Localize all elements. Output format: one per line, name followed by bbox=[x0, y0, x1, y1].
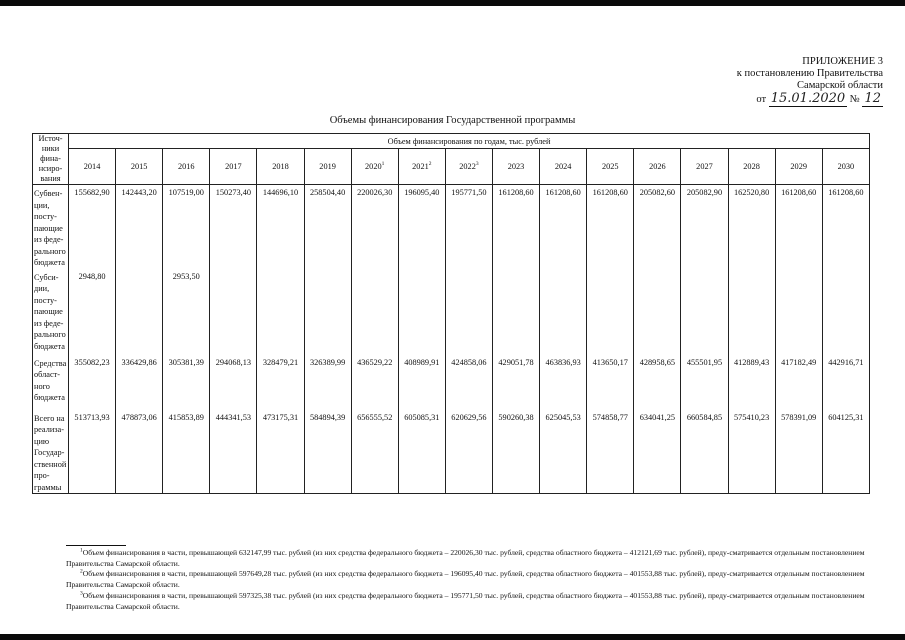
footnote bbox=[66, 548, 881, 569]
year-label: 2021 bbox=[412, 162, 429, 172]
value-cell: 413650,17 bbox=[587, 355, 634, 410]
value-cell: 473175,31 bbox=[257, 410, 304, 494]
footnote-text: Объем финансирования в части, превышающей 597325,38 тыс. рублей (из них средства федерального бюджета – 195771,50 тыс. рублей, средства областного бюджета – 401553,88 тыс. рублей), преду-сматривается отдельным постановлением Правительства Самарской области. bbox=[66, 590, 865, 611]
value-cell: 144696,10 bbox=[257, 185, 304, 269]
table-row bbox=[33, 185, 870, 269]
value-cell: 417182,49 bbox=[775, 355, 822, 410]
year-label: 2026 bbox=[649, 162, 666, 172]
handwritten-number: 12 bbox=[864, 91, 881, 106]
value-cell: 625045,53 bbox=[540, 410, 587, 494]
year-label: 2030 bbox=[837, 162, 855, 172]
year-label: 2014 bbox=[83, 162, 101, 172]
value-cell: 575410,23 bbox=[728, 410, 775, 494]
value-cell: 142443,20 bbox=[116, 185, 163, 269]
value-cell: 107519,00 bbox=[163, 185, 210, 269]
value-cell: 161208,60 bbox=[587, 185, 634, 269]
year-label: 2018 bbox=[272, 162, 289, 172]
year-header bbox=[445, 149, 492, 185]
value-cell: 412889,43 bbox=[728, 355, 775, 410]
appendix-resolution-line: к постановлению Правительства bbox=[736, 68, 883, 79]
footnote-marker: 3 bbox=[475, 161, 479, 168]
year-label: 2016 bbox=[177, 162, 195, 172]
value-cell: 478873,06 bbox=[116, 410, 163, 494]
year-label: 2024 bbox=[554, 162, 572, 172]
value-cell: 220026,30 bbox=[351, 185, 398, 269]
source-label: Средства област-ного бюджета bbox=[33, 355, 69, 410]
value-cell bbox=[822, 269, 869, 355]
value-cell: 513713,93 bbox=[69, 410, 116, 494]
year-header bbox=[163, 149, 210, 185]
year-label: 2019 bbox=[319, 162, 336, 172]
value-cell: 444341,53 bbox=[210, 410, 257, 494]
value-cell: 634041,25 bbox=[634, 410, 681, 494]
year-header bbox=[351, 149, 398, 185]
footnote-separator bbox=[66, 545, 126, 546]
value-cell: 161208,60 bbox=[492, 185, 539, 269]
footnote-text: Объем финансирования в части, превышающей 597649,28 тыс. рублей (из них средства федерального бюджета – 196095,40 тыс. рублей, средства областного бюджета – 401553,88 тыс. рублей), преду-сматривается отдельным постановлением Правительства Самарской области. bbox=[66, 569, 865, 590]
value-cell bbox=[116, 269, 163, 355]
value-cell: 328479,21 bbox=[257, 355, 304, 410]
scan-bottom-border bbox=[0, 634, 905, 640]
value-cell: 195771,50 bbox=[445, 185, 492, 269]
value-cell bbox=[351, 269, 398, 355]
year-label: 2017 bbox=[225, 162, 242, 172]
value-cell: 196095,40 bbox=[398, 185, 445, 269]
source-label: Субси-дии, посту-пающие из феде-рального бюджета bbox=[33, 269, 69, 355]
year-header bbox=[304, 149, 351, 185]
year-header bbox=[69, 149, 116, 185]
year-header bbox=[775, 149, 822, 185]
value-cell bbox=[398, 269, 445, 355]
footnote-marker: 1 bbox=[381, 161, 385, 168]
year-label: 2025 bbox=[601, 162, 619, 172]
appendix-block bbox=[737, 56, 883, 106]
value-cell bbox=[728, 269, 775, 355]
year-header bbox=[257, 149, 304, 185]
year-label: 2028 bbox=[743, 162, 760, 172]
value-cell: 336429,86 bbox=[116, 355, 163, 410]
value-cell: 326389,99 bbox=[304, 355, 351, 410]
year-header bbox=[540, 149, 587, 185]
year-header bbox=[492, 149, 539, 185]
number-label: № bbox=[849, 94, 860, 105]
value-cell bbox=[445, 269, 492, 355]
footnote-text: Объем финансирования в части, превышающей 632147,99 тыс. рублей (из них средства федерального бюджета – 220026,30 тыс. рублей, средства областного бюджета – 412121,69 тыс. рублей), преду-сматривается отдельным постановлением Правительства Самарской области. bbox=[66, 548, 865, 568]
value-cell: 161208,60 bbox=[775, 185, 822, 269]
year-label: 2029 bbox=[790, 162, 807, 172]
value-cell: 620629,56 bbox=[445, 410, 492, 494]
financing-table bbox=[32, 133, 870, 494]
footnote-mark: 1 bbox=[80, 547, 83, 554]
value-cell bbox=[304, 269, 351, 355]
appendix-date-line bbox=[737, 93, 883, 106]
date-prefix: от bbox=[756, 94, 767, 105]
footnote-mark: 3 bbox=[80, 590, 83, 597]
value-cell: 590260,38 bbox=[492, 410, 539, 494]
value-cell: 2953,50 bbox=[163, 269, 210, 355]
value-cell: 428958,65 bbox=[634, 355, 681, 410]
year-label: 2022 bbox=[459, 162, 476, 172]
footnote-marker: 2 bbox=[428, 161, 432, 168]
document-title: Объемы финансирования Государственной программы bbox=[329, 115, 576, 126]
years-group-header: Объем финансирования по годам, тыс. рублей bbox=[69, 134, 870, 149]
value-cell: 305381,39 bbox=[163, 355, 210, 410]
value-cell: 2948,80 bbox=[69, 269, 116, 355]
value-cell: 162520,80 bbox=[728, 185, 775, 269]
table-row bbox=[33, 410, 870, 494]
value-cell: 258504,40 bbox=[304, 185, 351, 269]
value-cell: 424858,06 bbox=[445, 355, 492, 410]
value-cell: 455501,95 bbox=[681, 355, 728, 410]
value-cell: 155682,90 bbox=[69, 185, 116, 269]
source-column-header: Источ-ники фина-нсиро-вания bbox=[33, 134, 69, 185]
value-cell: 355082,23 bbox=[69, 355, 116, 410]
value-cell: 604125,31 bbox=[822, 410, 869, 494]
source-label: Субвен-ции, посту-пающие из феде-рального бюджета bbox=[33, 185, 69, 269]
value-cell: 463836,93 bbox=[540, 355, 587, 410]
handwritten-date: 15.01.2020 bbox=[770, 91, 846, 106]
value-cell: 574858,77 bbox=[587, 410, 634, 494]
value-cell bbox=[775, 269, 822, 355]
value-cell: 442916,71 bbox=[822, 355, 869, 410]
year-header-row bbox=[33, 149, 870, 185]
value-cell bbox=[634, 269, 681, 355]
source-label: Всего на реализа-цию Государ-ственной про-граммы bbox=[33, 410, 69, 494]
value-cell bbox=[681, 269, 728, 355]
value-cell bbox=[587, 269, 634, 355]
value-cell bbox=[492, 269, 539, 355]
year-header bbox=[116, 149, 163, 185]
value-cell: 436529,22 bbox=[351, 355, 398, 410]
value-cell: 205082,90 bbox=[681, 185, 728, 269]
value-cell: 578391,09 bbox=[775, 410, 822, 494]
value-cell: 408989,91 bbox=[398, 355, 445, 410]
value-cell: 161208,60 bbox=[540, 185, 587, 269]
appendix-title: ПРИЛОЖЕНИЕ 3 bbox=[802, 56, 883, 67]
year-label: 2015 bbox=[130, 162, 148, 172]
year-header bbox=[634, 149, 681, 185]
footnote-mark: 2 bbox=[80, 568, 83, 575]
value-cell: 429051,78 bbox=[492, 355, 539, 410]
value-cell: 294068,13 bbox=[210, 355, 257, 410]
table-row bbox=[33, 355, 870, 410]
value-cell: 605085,31 bbox=[398, 410, 445, 494]
value-cell: 656555,52 bbox=[351, 410, 398, 494]
year-label: 2027 bbox=[696, 162, 713, 172]
value-cell bbox=[210, 269, 257, 355]
value-cell: 660584,85 bbox=[681, 410, 728, 494]
footnotes bbox=[66, 548, 881, 612]
footnote bbox=[66, 591, 881, 612]
table-row bbox=[33, 269, 870, 355]
value-cell: 205082,60 bbox=[634, 185, 681, 269]
year-header bbox=[210, 149, 257, 185]
year-header bbox=[728, 149, 775, 185]
year-header bbox=[398, 149, 445, 185]
value-cell: 161208,60 bbox=[822, 185, 869, 269]
year-header bbox=[587, 149, 634, 185]
value-cell: 150273,40 bbox=[210, 185, 257, 269]
appendix-region-line: Самарской области bbox=[797, 80, 883, 91]
year-label: 2023 bbox=[507, 162, 525, 172]
value-cell bbox=[257, 269, 304, 355]
year-label: 2020 bbox=[365, 162, 382, 172]
scan-top-border bbox=[0, 0, 905, 6]
value-cell: 584894,39 bbox=[304, 410, 351, 494]
year-header bbox=[681, 149, 728, 185]
value-cell bbox=[540, 269, 587, 355]
value-cell: 415853,89 bbox=[163, 410, 210, 494]
year-header bbox=[822, 149, 869, 185]
footnote bbox=[66, 569, 881, 590]
